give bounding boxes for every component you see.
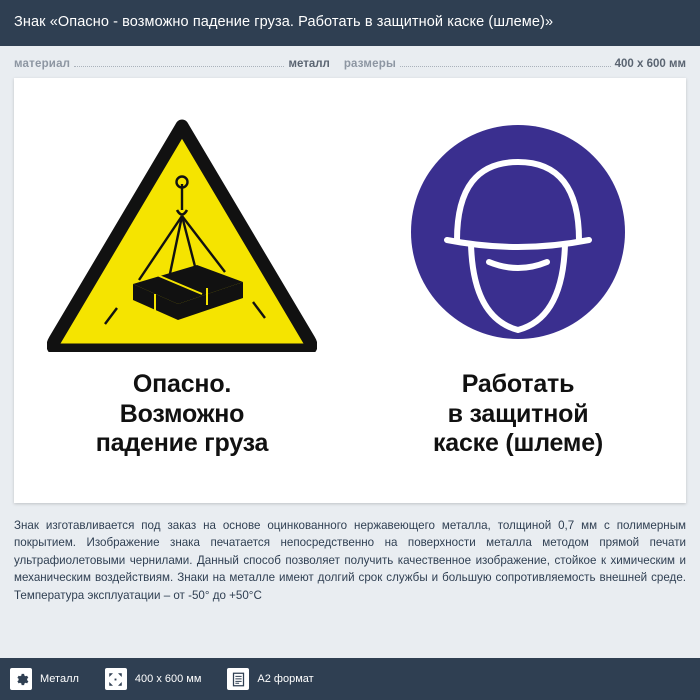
mandatory-helmet-circle-icon (378, 108, 658, 356)
warning-triangle-falling-load-icon (42, 108, 322, 356)
sign-mandatory-line-3: каске (шлеме) (432, 429, 604, 457)
spec-size-dots (400, 66, 611, 67)
sign-mandatory-caption (433, 370, 603, 459)
format-page-icon (227, 668, 249, 690)
spec-material-value: металл (288, 58, 330, 70)
spec-size-label: размеры (343, 58, 396, 70)
spec-material-label: материал (14, 58, 71, 70)
sign-mandatory-line-2: в защитной (447, 399, 589, 428)
footer-item-format[interactable] (227, 668, 313, 690)
footer-label-format: A2 формат (257, 673, 314, 685)
spec-size-value: 400 х 600 мм (614, 58, 686, 70)
sign-warning-line-3: падение груза (95, 429, 269, 457)
sign-warning-caption (96, 370, 268, 459)
sign-warning-line-2: Возможно (119, 399, 245, 428)
spec-material-dots (74, 66, 284, 67)
sign-mandatory-helmet (350, 78, 686, 459)
sign-warning-falling-load (14, 78, 350, 459)
spec-size (330, 58, 686, 70)
sign-plate-wrap (0, 78, 700, 503)
size-arrows-icon (105, 668, 127, 690)
footer-item-material[interactable] (10, 668, 79, 690)
footer-item-size[interactable] (105, 668, 202, 690)
footer-label-size: 400 x 600 мм (134, 673, 202, 685)
footer-label-material: Металл (40, 673, 79, 685)
product-description: Знак изготавливается под заказ на основе оцинкованного нержавеющего металла, толщиной 0,7 мм с полимерным покрытием. Изображение знака печатается непосредственно на поверхности металла методом прямой печати ультрафиолетовыми чернилами. Данный способ позволяет получить качественное изображение, стойкое к химическим и механическим воздействиям. Знаки на металле имеют долгий срок службы и большую сопротивляемость внешней среде. Температура эксплуатации – от -50° до +50°C (14, 519, 686, 602)
specs-bar (0, 46, 700, 78)
page-footer (0, 658, 700, 700)
page-title: Знак «Опасно - возможно падение груза. Работать в защитной каске (шлеме)» (14, 14, 554, 31)
sign-warning-line-1: Опасно. (132, 370, 232, 398)
sign-mandatory-line-1: Работать (461, 370, 575, 398)
material-gear-icon (10, 668, 32, 690)
page-header (0, 0, 700, 46)
spec-material (14, 58, 330, 70)
sign-plate (14, 78, 686, 503)
